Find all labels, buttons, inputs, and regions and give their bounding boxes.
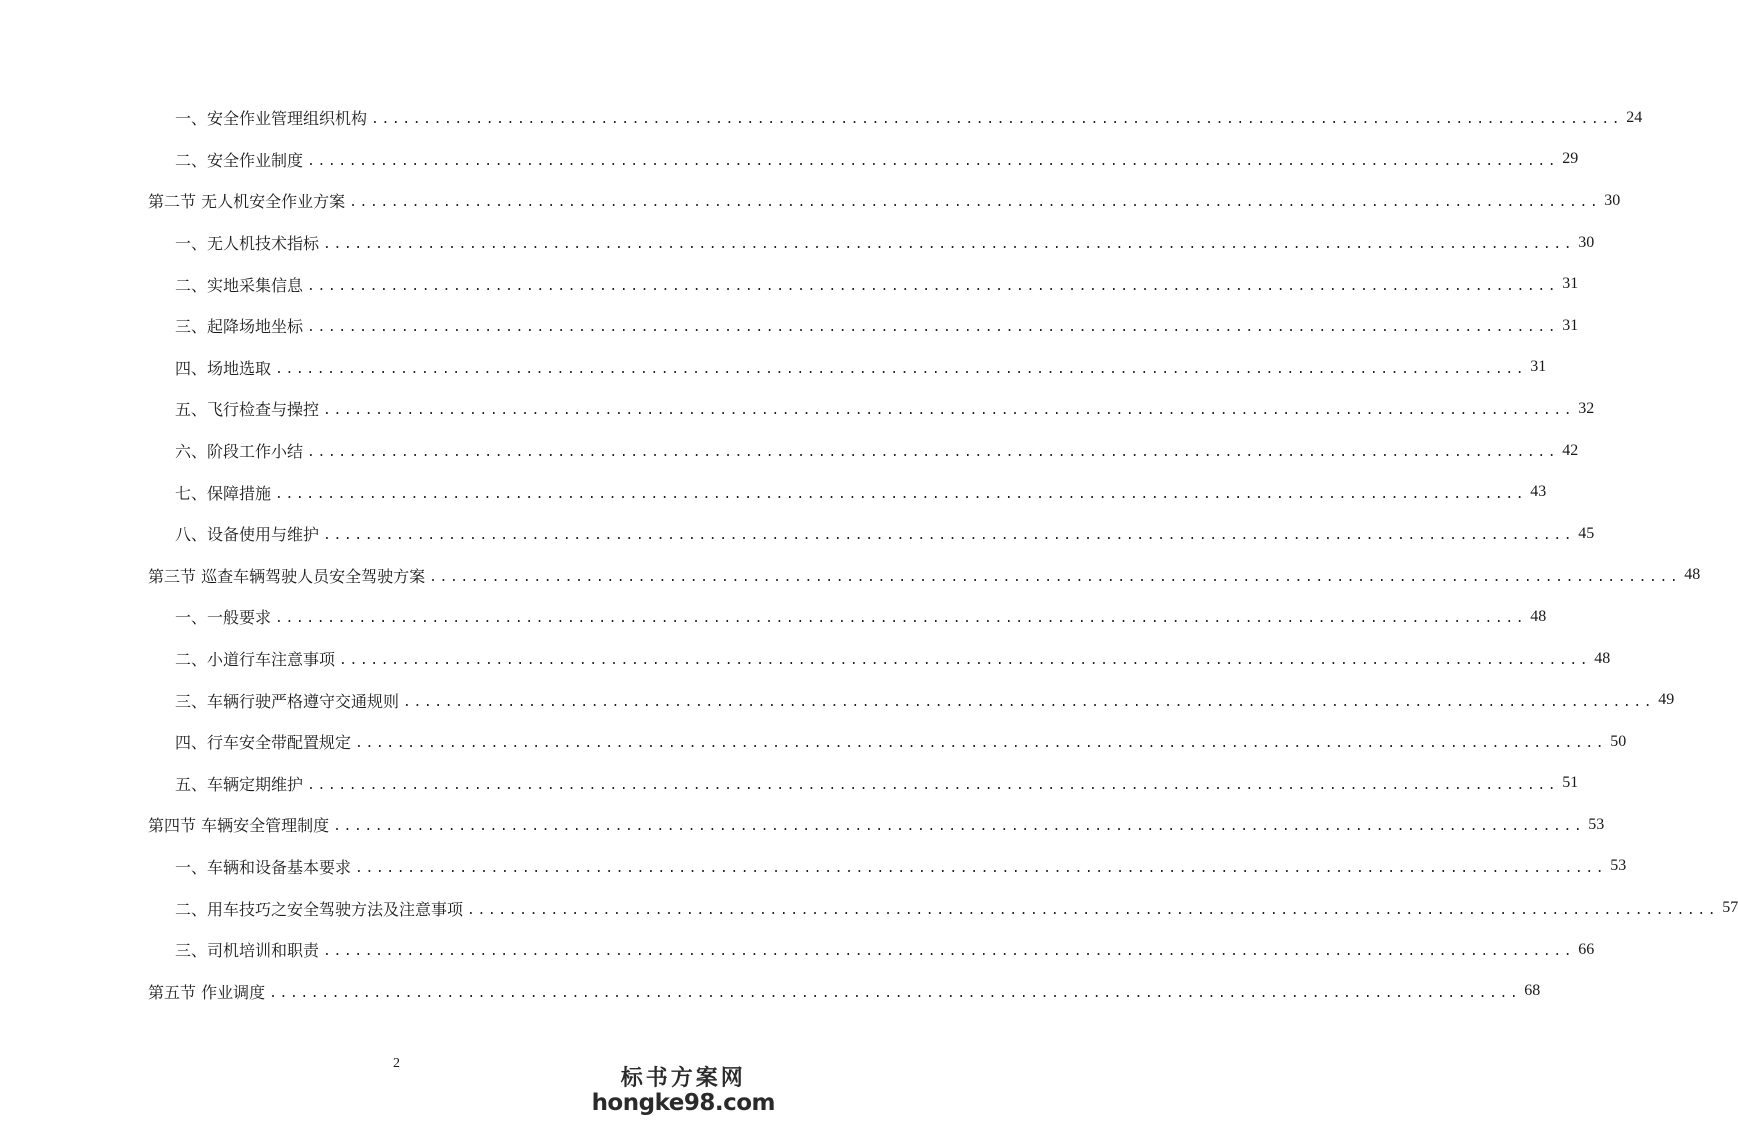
toc-entry-page: 51: [1562, 774, 1579, 792]
toc-subsection-entry[interactable]: [148, 513, 1595, 555]
toc-dot-leader: ........................................................................................................................: [307, 777, 1559, 793]
toc-entry-title: 二、用车技巧之安全驾驶方法及注意事项: [175, 897, 467, 920]
toc-entry-title: 五、飞行检查与操控: [175, 397, 323, 420]
toc-subsection-entry[interactable]: [148, 222, 1595, 264]
toc-entry-title: 五、车辆定期维护: [175, 772, 307, 795]
toc-subsection-entry[interactable]: [148, 596, 1547, 638]
toc-dot-leader: ........................................................................................................................: [275, 361, 1527, 377]
toc-entry-page: 66: [1578, 940, 1595, 958]
toc-subsection-entry[interactable]: [148, 430, 1579, 472]
toc-entry-title: 二、实地采集信息: [175, 273, 307, 296]
watermark-url: hongke98.com: [591, 1090, 775, 1116]
toc-subsection-entry[interactable]: [148, 887, 1738, 929]
toc-entry-title: 三、车辆行驶严格遵守交通规则: [175, 689, 403, 712]
toc-entry-page: 24: [1626, 108, 1643, 126]
toc-entry-page: 31: [1562, 275, 1579, 293]
toc-dot-leader: ........................................................................................................................: [307, 153, 1559, 169]
toc-entry-title: 三、司机培训和职责: [175, 938, 323, 961]
toc-dot-leader: ........................................................................................................................: [333, 819, 1585, 835]
toc-entry-page: 48: [1530, 607, 1547, 625]
toc-entry-title: 一、车辆和设备基本要求: [175, 855, 355, 878]
toc-subsection-entry[interactable]: [148, 139, 1579, 181]
toc-dot-leader: ........................................................................................................................: [467, 902, 1719, 918]
toc-entry-title: 六、阶段工作小结: [175, 439, 307, 462]
toc-subsection-entry[interactable]: [148, 388, 1595, 430]
toc-dot-leader: ........................................................................................................................: [323, 403, 1575, 419]
toc-entry-page: 48: [1594, 649, 1611, 667]
toc-dot-leader: ........................................................................................................................: [339, 653, 1591, 669]
toc-entry-page: 43: [1530, 483, 1547, 501]
toc-entry-page: 32: [1578, 399, 1595, 417]
toc-entry-title: 一、无人机技术指标: [175, 231, 323, 254]
toc-entry-page: 57: [1722, 899, 1738, 917]
toc-dot-leader: ........................................................................................................................: [429, 569, 1681, 585]
toc-entry-title: 八、设备使用与维护: [175, 522, 323, 545]
toc-entry-title: 四、场地选取: [175, 356, 275, 379]
page-number: 2: [393, 1056, 400, 1071]
toc-subsection-entry[interactable]: [148, 679, 1675, 721]
toc-entry-title: 二、安全作业制度: [175, 148, 307, 171]
toc-subsection-entry[interactable]: [148, 846, 1627, 888]
toc-dot-leader: ........................................................................................................................: [355, 736, 1607, 752]
toc-subsection-entry[interactable]: [148, 97, 1643, 139]
toc-dot-leader: ........................................................................................................................: [307, 445, 1559, 461]
toc-section-entry[interactable]: [148, 555, 1701, 597]
table-of-contents: [148, 97, 1738, 1012]
toc-dot-leader: ........................................................................................................................: [307, 320, 1559, 336]
toc-subsection-entry[interactable]: [148, 263, 1579, 305]
toc-dot-leader: ........................................................................................................................: [307, 278, 1559, 294]
toc-subsection-entry[interactable]: [148, 763, 1579, 805]
toc-entry-title: 四、行车安全带配置规定: [175, 730, 355, 753]
toc-entry-title: 第三节 巡查车辆驾驶人员安全驾驶方案: [148, 564, 429, 587]
toc-subsection-entry[interactable]: [148, 347, 1547, 389]
toc-subsection-entry[interactable]: [148, 305, 1579, 347]
toc-dot-leader: ........................................................................................................................: [323, 237, 1575, 253]
toc-dot-leader: ........................................................................................................................: [323, 944, 1575, 960]
toc-section-entry[interactable]: [148, 180, 1621, 222]
toc-entry-title: 二、小道行车注意事项: [175, 647, 339, 670]
toc-entry-page: 31: [1562, 316, 1579, 334]
toc-entry-page: 29: [1562, 150, 1579, 168]
toc-entry-page: 31: [1530, 358, 1547, 376]
toc-dot-leader: ........................................................................................................................: [349, 195, 1601, 211]
toc-entry-page: 49: [1658, 691, 1675, 709]
toc-subsection-entry[interactable]: [148, 721, 1627, 763]
toc-dot-leader: ........................................................................................................................: [355, 860, 1607, 876]
toc-entry-title: 三、起降场地坐标: [175, 314, 307, 337]
toc-entry-page: 30: [1578, 233, 1595, 251]
toc-entry-title: 第五节 作业调度: [148, 980, 269, 1003]
toc-entry-page: 30: [1604, 191, 1621, 209]
toc-entry-page: 68: [1524, 982, 1541, 1000]
toc-entry-page: 53: [1588, 815, 1605, 833]
toc-section-entry[interactable]: [148, 970, 1541, 1012]
toc-dot-leader: ........................................................................................................................: [275, 611, 1527, 627]
toc-section-entry[interactable]: [148, 804, 1605, 846]
watermark: [592, 1061, 775, 1116]
toc-entry-page: 45: [1578, 524, 1595, 542]
toc-dot-leader: ........................................................................................................................: [269, 985, 1521, 1001]
toc-entry-page: 42: [1562, 441, 1579, 459]
watermark-site-name: 标书方案网: [620, 1065, 746, 1091]
toc-dot-leader: ........................................................................................................................: [403, 694, 1655, 710]
toc-dot-leader: ........................................................................................................................: [275, 486, 1527, 502]
toc-subsection-entry[interactable]: [148, 471, 1547, 513]
toc-dot-leader: ........................................................................................................................: [323, 528, 1575, 544]
toc-entry-page: 48: [1684, 566, 1701, 584]
toc-entry-title: 一、一般要求: [175, 605, 275, 628]
toc-entry-title: 第四节 车辆安全管理制度: [148, 813, 333, 836]
toc-entry-title: 七、保障措施: [175, 481, 275, 504]
toc-entry-page: 53: [1610, 857, 1627, 875]
toc-subsection-entry[interactable]: [148, 929, 1595, 971]
toc-entry-title: 一、安全作业管理组织机构: [175, 106, 371, 129]
toc-entry-title: 第二节 无人机安全作业方案: [148, 189, 349, 212]
toc-subsection-entry[interactable]: [148, 638, 1611, 680]
toc-entry-page: 50: [1610, 732, 1627, 750]
toc-dot-leader: ........................................................................................................................: [371, 112, 1623, 128]
